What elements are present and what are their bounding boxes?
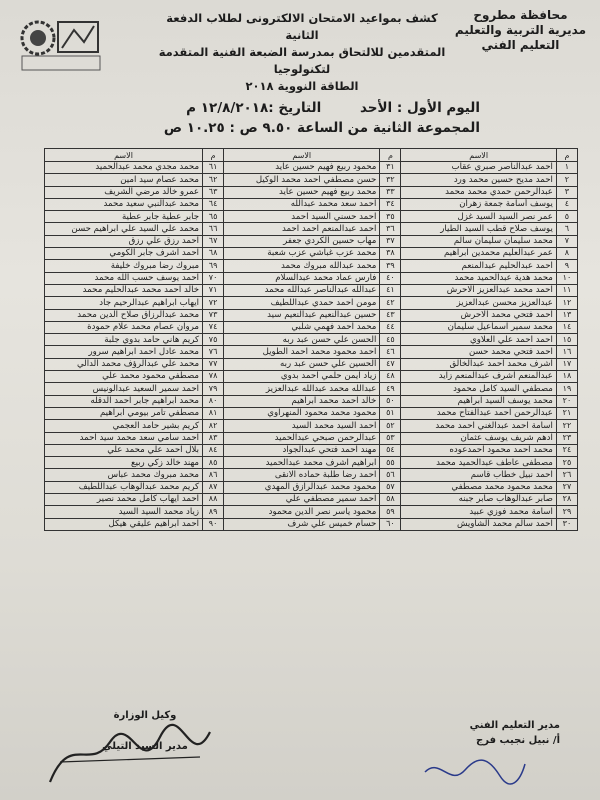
student-name: ابراهيم اشرف محمد عبدالحميد — [224, 457, 380, 469]
student-name: محمد عادل احمد ابراهيم سرور — [45, 346, 203, 358]
student-name: كريم بشير حامد العجمي — [45, 420, 203, 432]
table-row — [45, 420, 578, 432]
row-number: ٣٨ — [380, 248, 401, 260]
name-header: الاسم — [45, 149, 203, 162]
student-name: محمود ربيع فهيم حسين عايد — [224, 162, 380, 174]
row-number: ٣٧ — [380, 235, 401, 247]
department-line: التعليم الفني — [481, 38, 560, 52]
exam-group: المجموعة الثانية من الساعة ٩.٥٠ ص : ١٠.٢٥ ص — [163, 120, 480, 136]
student-name: مصطفي السيد كامل محمود — [401, 383, 556, 395]
student-name: احمد محمد عبدالعزيز الاحرش — [401, 284, 556, 296]
technical-education-director-signature — [410, 718, 560, 748]
row-number: ٤١ — [380, 284, 401, 296]
student-name: يوسف أسامة جمعة زهران — [401, 198, 556, 210]
row-number: ١ — [556, 162, 577, 174]
row-number: ٨ — [556, 248, 577, 260]
row-number: ٥٠ — [380, 395, 401, 407]
row-number: ٥٧ — [380, 481, 401, 493]
row-number: ٤٧ — [380, 358, 401, 370]
student-name: احمد ابراهيم عليقي هيكل — [45, 518, 203, 530]
student-name: احمد محمود محمد احمد الطويل — [224, 346, 380, 358]
table-row — [45, 432, 578, 444]
row-number: ٥٣ — [380, 432, 401, 444]
student-name: احمد رزق علي رزق — [45, 235, 203, 247]
row-number: ٧٦ — [203, 346, 224, 358]
row-number: ٨٤ — [203, 444, 224, 456]
student-name: مومن احمد حمدي عبداللطيف — [224, 297, 380, 309]
row-number: ٤٢ — [380, 297, 401, 309]
row-number: ٣٠ — [556, 518, 577, 530]
row-number: ٨١ — [203, 407, 224, 419]
table-row — [45, 186, 578, 198]
student-name: عمر نصر السيد السيد غزل — [401, 211, 556, 223]
row-number: ٢٣ — [556, 432, 577, 444]
row-number: ٢١ — [556, 407, 577, 419]
student-name: مهند خالد زكي ربيع — [45, 457, 203, 469]
student-name: محمد مجدي محمد عبدالحميد — [45, 162, 203, 174]
row-number: ٨٨ — [203, 494, 224, 506]
title-line-1: كشف بمواعيد الامتحان الالكترونى لطلاب الدفعة الثانية — [166, 11, 438, 42]
student-name: محمد علي عبدالرؤف محمد الدالي — [45, 358, 203, 370]
row-number: ٢٢ — [556, 420, 577, 432]
student-name: عبدالله عبدالناصر عبدالله محمد — [224, 284, 380, 296]
row-number: ٥٥ — [380, 457, 401, 469]
student-name: اشرف محمد احمد عبدالخالق — [401, 358, 556, 370]
student-name: زياد محمد السيد السيد — [45, 506, 203, 518]
row-number: ٦٨ — [203, 248, 224, 260]
table-row — [45, 457, 578, 469]
directorate-line: مديرية التربية والتعليم — [454, 23, 586, 37]
student-name: احمد سالم محمد الشاويش — [401, 518, 556, 530]
table-row — [45, 272, 578, 284]
row-number: ١٧ — [556, 358, 577, 370]
row-number: ٨٥ — [203, 457, 224, 469]
student-name: احمد عبدالحليم عبدالمنعم — [401, 260, 556, 272]
student-name: عبدالمنعم اشرف عبدالمنعم زايد — [401, 371, 556, 383]
row-number: ٤٦ — [380, 346, 401, 358]
table-row — [45, 248, 578, 260]
title-line-2: المتقدمين للالتحاق بمدرسة الضبعة الفنية المتقدمة لتكنولوجيا — [158, 45, 446, 76]
row-number: ٧٢ — [203, 297, 224, 309]
student-name: محمد ربيع فهيم حسين عايد — [224, 186, 380, 198]
row-number: ٦٧ — [203, 235, 224, 247]
table-row — [45, 395, 578, 407]
directorate-block — [455, 8, 586, 53]
row-number: ٨٧ — [203, 481, 224, 493]
exam-date: التاريخ :١٢/٨/٢٠١٨ م — [186, 100, 322, 116]
director-name: أ/ نبيل نجيب فرج — [476, 735, 560, 746]
student-name: محمد عصام سيد امين — [45, 174, 203, 186]
table-header-row — [45, 149, 578, 162]
table-row — [45, 518, 578, 530]
student-name: محمد عبدالله مبروك محمد — [224, 260, 380, 272]
table-row — [45, 235, 578, 247]
student-name: خالد احمد محمد عبدالحليم محمد — [45, 284, 203, 296]
row-number: ٧٤ — [203, 321, 224, 333]
director-title: مدير التعليم الفني — [469, 720, 560, 731]
row-number: ٧٠ — [203, 272, 224, 284]
row-number: ٢٧ — [556, 481, 577, 493]
student-name: فارس عماد محمد عبدالسلام — [224, 272, 380, 284]
student-name: عبدالرحمن صبحي عبدالحميد — [224, 432, 380, 444]
row-number: ٤٠ — [380, 272, 401, 284]
row-number: ٤ — [556, 198, 577, 210]
table-row — [45, 506, 578, 518]
ministry-logo-icon — [18, 12, 104, 74]
student-name: بلال احمد علي محمد علي — [45, 444, 203, 456]
table-row — [45, 223, 578, 235]
row-number: ٥٦ — [380, 469, 401, 481]
num-header: م — [556, 149, 577, 162]
document-header — [10, 6, 590, 94]
student-name: عبدالله محمد عبدالله عبدالعزيز — [224, 383, 380, 395]
student-name: مهاب حسين الكردي جعفر — [224, 235, 380, 247]
exam-info — [120, 98, 480, 138]
student-name: كريم هاني حامد بدوي جلبة — [45, 334, 203, 346]
row-number: ٤٣ — [380, 309, 401, 321]
table-row — [45, 162, 578, 174]
row-number: ٥٨ — [380, 494, 401, 506]
row-number: ٥١ — [380, 407, 401, 419]
row-number: ٥ — [556, 211, 577, 223]
student-name: حسن مصطفي احمد محمد الوكيل — [224, 174, 380, 186]
student-name: عمرو خالد مرضي الشريف — [45, 186, 203, 198]
row-number: ١٦ — [556, 346, 577, 358]
student-name: محمد محمود محمد مصطفي — [401, 481, 556, 493]
student-name: محمد سمير اسماعيل سليمان — [401, 321, 556, 333]
student-name: عبدالرحمن احمد عبدالفتاح محمد — [401, 407, 556, 419]
row-number: ٣٣ — [380, 186, 401, 198]
row-number: ٨٢ — [203, 420, 224, 432]
row-number: ٨٠ — [203, 395, 224, 407]
student-name: جابر عطية جابر عطية — [45, 211, 203, 223]
student-name: محمد عبدالنبي سعيد محمد — [45, 198, 203, 210]
row-number: ٧٣ — [203, 309, 224, 321]
student-name: مبروك رضا مبروك خليفة — [45, 260, 203, 272]
student-name: احمد عبدالمنعم احمد احمد — [224, 223, 380, 235]
student-name: احمد مديح حسين محمد ورد — [401, 174, 556, 186]
student-name: ادهم شريف يوسف عثمان — [401, 432, 556, 444]
student-name: عمر عبدالعليم محمدين ابراهيم — [401, 248, 556, 260]
student-name: الحسين علي حسن عبد ربه — [224, 358, 380, 370]
row-number: ٢٥ — [556, 457, 577, 469]
name-header: الاسم — [224, 149, 380, 162]
table-row — [45, 174, 578, 186]
row-number: ٦٩ — [203, 260, 224, 272]
table-row — [45, 469, 578, 481]
table-row — [45, 444, 578, 456]
student-name: محمود ياسر نصر الدين محمود — [224, 506, 380, 518]
table-row — [45, 309, 578, 321]
table-row — [45, 297, 578, 309]
student-name: محمد مبروك محمد عباس — [45, 469, 203, 481]
row-number: ١٣ — [556, 309, 577, 321]
row-number: ٣٦ — [380, 223, 401, 235]
student-name: احمد السيد محمد السيد — [224, 420, 380, 432]
table-row — [45, 383, 578, 395]
row-number: ٣٤ — [380, 198, 401, 210]
student-name: احمد عبدالناصر صبري عقاب — [401, 162, 556, 174]
student-name: مصطفي تامر بيومي ابراهيم — [45, 407, 203, 419]
row-number: ١٢ — [556, 297, 577, 309]
row-number: ٧ — [556, 235, 577, 247]
student-name: عبدالعزيز محسن عبدالعزيز — [401, 297, 556, 309]
row-number: ٧٨ — [203, 371, 224, 383]
student-name: مصطفى عاطف عبدالحميد محمد — [401, 457, 556, 469]
row-number: ١٨ — [556, 371, 577, 383]
student-name: ايهاب ابراهيم عبدالرحيم جاد — [45, 297, 203, 309]
row-number: ٧٧ — [203, 358, 224, 370]
row-number: ٤٩ — [380, 383, 401, 395]
row-number: ٥٩ — [380, 506, 401, 518]
row-number: ٢٦ — [556, 469, 577, 481]
undersecretary-title: وكيل الوزارة — [113, 710, 177, 721]
document-title — [152, 10, 452, 95]
student-name: احمد ايهاب كامل محمد نصير — [45, 494, 203, 506]
student-name: احمد اشرف جابر الكومي — [45, 248, 203, 260]
title-line-3: الطاقة النووية ٢٠١٨ — [245, 79, 359, 93]
student-name: حسام خميس علي شرف — [224, 518, 380, 530]
row-number: ٧٩ — [203, 383, 224, 395]
student-name: احمد نبيل خطاب قاسم — [401, 469, 556, 481]
undersecretary-name: مدير السيد التيلي — [102, 741, 188, 752]
row-number: ٨٣ — [203, 432, 224, 444]
student-name: اسامة احمد عبدالغني احمد محمد — [401, 420, 556, 432]
student-name: محمد احمد محمود احمدعوده — [401, 444, 556, 456]
table-row — [45, 334, 578, 346]
student-name: محمد عزب غباشي عزب شعبة — [224, 248, 380, 260]
students-table — [44, 148, 578, 531]
student-name: صابر عبدالوهاب صابر جبنه — [401, 494, 556, 506]
row-number: ٢٩ — [556, 506, 577, 518]
row-number: ٨٩ — [203, 506, 224, 518]
row-number: ٤٤ — [380, 321, 401, 333]
row-number: ١٥ — [556, 334, 577, 346]
row-number: ٨٦ — [203, 469, 224, 481]
student-name: احمد احمد علي العلاوي — [401, 334, 556, 346]
row-number: ١٩ — [556, 383, 577, 395]
num-header: م — [380, 149, 401, 162]
table-row — [45, 371, 578, 383]
table-row — [45, 198, 578, 210]
row-number: ٧٥ — [203, 334, 224, 346]
table-row — [45, 346, 578, 358]
student-name: محمود محمد محمود المنهراوي — [224, 407, 380, 419]
student-name: احمد فتحي محمد حسن — [401, 346, 556, 358]
row-number: ٦٢ — [203, 174, 224, 186]
row-number: ٧١ — [203, 284, 224, 296]
row-number: ٦٥ — [203, 211, 224, 223]
student-name: محمد هدية عبدالحميد محمد — [401, 272, 556, 284]
row-number: ٦٦ — [203, 223, 224, 235]
student-name: عبدالرحمن حمدي محمد محمد — [401, 186, 556, 198]
student-name: محمد سليمان سليمان سالم — [401, 235, 556, 247]
table-row — [45, 260, 578, 272]
table-row — [45, 284, 578, 296]
exam-day: اليوم الأول : الأحد — [359, 100, 480, 116]
student-name: اسامة محمد فوزي عبيد — [401, 506, 556, 518]
row-number: ٦ — [556, 223, 577, 235]
student-name: مصطفي محمود محمد علي — [45, 371, 203, 383]
student-name: محمد يوسف السيد ابراهيم — [401, 395, 556, 407]
student-name: احمد فتحي محمد الاحرش — [401, 309, 556, 321]
student-name: يوسف صلاح قطب السيد الطيار — [401, 223, 556, 235]
row-number: ١١ — [556, 284, 577, 296]
row-number: ٣٥ — [380, 211, 401, 223]
table-row — [45, 358, 578, 370]
row-number: ٦٤ — [203, 198, 224, 210]
student-name: خالد احمد محمد ابراهيم — [224, 395, 380, 407]
student-name: زياد ايمن حلمي احمد بدوي — [224, 371, 380, 383]
row-number: ٣٢ — [380, 174, 401, 186]
name-header: الاسم — [401, 149, 556, 162]
row-number: ٩٠ — [203, 518, 224, 530]
student-name: محمد علي السيد علي ابراهيم حسن — [45, 223, 203, 235]
row-number: ٦١ — [203, 162, 224, 174]
row-number: ٦٣ — [203, 186, 224, 198]
student-name: مهند احمد فتحي عبدالجواد — [224, 444, 380, 456]
student-name: مروان عصام محمد علام حمودة — [45, 321, 203, 333]
student-name: احمد سمير السعيد عبدالونيس — [45, 383, 203, 395]
table-row — [45, 321, 578, 333]
governorate-line: محافظة مطروح — [473, 8, 568, 22]
table-row — [45, 494, 578, 506]
row-number: ٣١ — [380, 162, 401, 174]
student-name: كريم محمد عبدالوهاب عبداللطيف — [45, 481, 203, 493]
row-number: ٤٥ — [380, 334, 401, 346]
row-number: ١٤ — [556, 321, 577, 333]
student-name: احمد سمير مصطفي علي — [224, 494, 380, 506]
row-number: ٥٢ — [380, 420, 401, 432]
student-name: محمد ابراهيم جابر احمد الدقله — [45, 395, 203, 407]
num-header: م — [203, 149, 224, 162]
table-row — [45, 211, 578, 223]
row-number: ٥٤ — [380, 444, 401, 456]
student-name: احمد حسني السيد احمد — [224, 211, 380, 223]
student-name: احمد يوسف حسب الله محمد — [45, 272, 203, 284]
row-number: ٩ — [556, 260, 577, 272]
row-number: ١٠ — [556, 272, 577, 284]
row-number: ٢٨ — [556, 494, 577, 506]
row-number: ٦٠ — [380, 518, 401, 530]
handwritten-signature-right — [420, 752, 530, 788]
student-name: محمد عبدالرزاق صلاح الدين محمد — [45, 309, 203, 321]
student-name: محمد احمد فهمي شلبي — [224, 321, 380, 333]
student-name: احمد رضا طلبة حماده الانقى — [224, 469, 380, 481]
row-number: ٣٩ — [380, 260, 401, 272]
row-number: ٣ — [556, 186, 577, 198]
handwritten-signature-left — [40, 722, 220, 792]
row-number: ٤٨ — [380, 371, 401, 383]
row-number: ٢٠ — [556, 395, 577, 407]
student-name: احمد سامي سعد محمد سيد احمد — [45, 432, 203, 444]
student-name: محمود محمد عبدالرازق المهدي — [224, 481, 380, 493]
student-name: حسين عبدالنعيم عبدالنعيم سيد — [224, 309, 380, 321]
row-number: ٢ — [556, 174, 577, 186]
table-row — [45, 407, 578, 419]
student-name: الحسن علي حسن عبد ربه — [224, 334, 380, 346]
table-row — [45, 481, 578, 493]
student-name: احمد سعد محمد عبدالله — [224, 198, 380, 210]
row-number: ٢٤ — [556, 444, 577, 456]
